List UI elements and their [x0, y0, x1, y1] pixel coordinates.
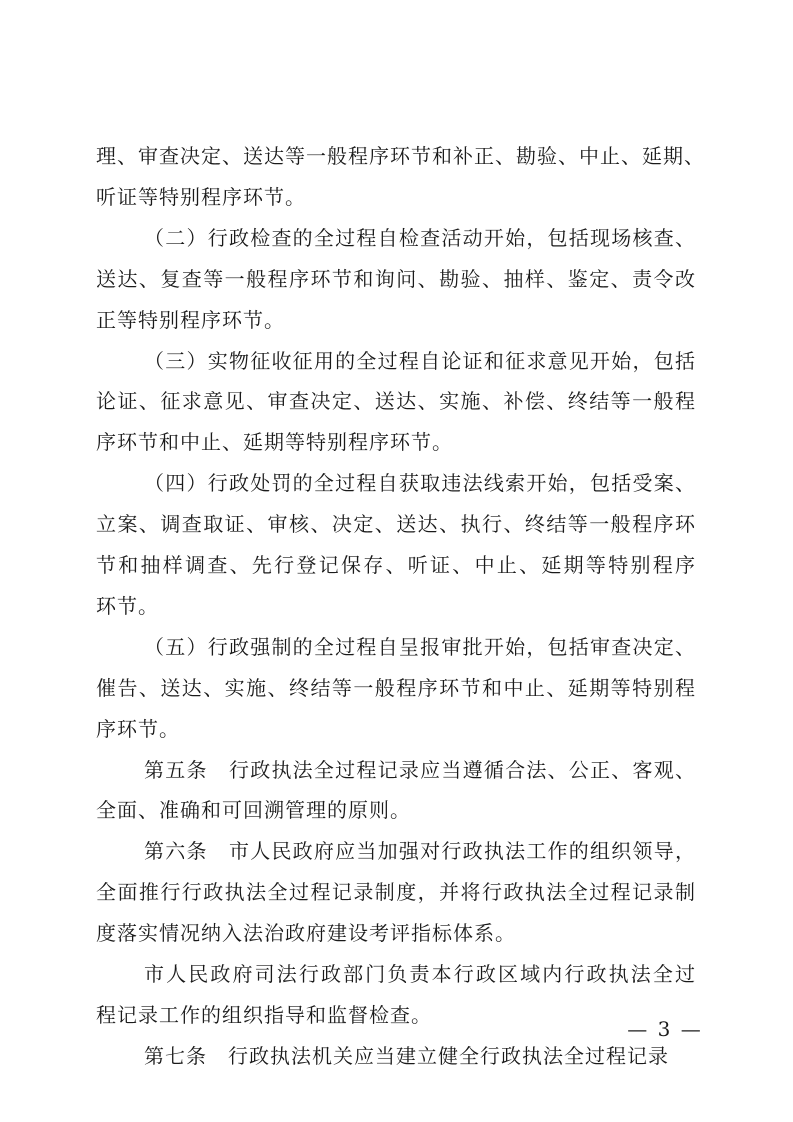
paragraph-first-line: 市人民政府司法行政部门负责本行政区域内行政执法全过 — [144, 962, 696, 986]
text-line: 程记录工作的组织指导和监督检查。 — [96, 1003, 432, 1027]
text-line: 正等特别程序环节。 — [96, 308, 285, 332]
text-line: 节和抽样调查、先行登记保存、听证、中止、延期等特别程序 — [96, 553, 696, 577]
text-line: 催告、送达、实施、终结等一般程序环节和中止、延期等特别程 — [96, 676, 696, 700]
paragraph-first-line: 第六条 市人民政府应当加强对行政执法工作的组织领导， — [144, 839, 696, 863]
text-line: 理、审查决定、送达等一般程序环节和补正、勘验、中止、延期、 — [96, 144, 705, 168]
paragraph-first-line: （四）行政处罚的全过程自获取违法线索开始，包括受案、 — [144, 471, 696, 495]
text-line: 立案、调查取证、审核、决定、送达、执行、终结等一般程序环 — [96, 512, 696, 536]
text-line: 序环节。 — [96, 717, 180, 741]
text-line: 度落实情况纳入法治政府建设考评指标体系。 — [96, 921, 516, 945]
paragraph-first-line: 第七条 行政执法机关应当建立健全行政执法全过程记录 — [144, 1044, 669, 1068]
text-line: 听证等特别程序环节。 — [96, 185, 306, 209]
text-line: 论证、征求意见、审查决定、送达、实施、补偿、终结等一般程 — [96, 389, 696, 413]
paragraph-first-line: （三）实物征收征用的全过程自论证和征求意见开始，包括 — [144, 349, 696, 373]
text-line: 全面推行行政执法全过程记录制度，并将行政执法全过程记录制 — [96, 880, 696, 904]
paragraph-first-line: （五）行政强制的全过程自呈报审批开始，包括审查决定、 — [144, 635, 696, 659]
paragraph-first-line: 第五条 行政执法全过程记录应当遵循合法、公正、客观、 — [144, 758, 696, 782]
text-line: 环节。 — [96, 594, 159, 618]
text-line: 全面、准确和可回溯管理的原则。 — [96, 798, 411, 822]
page-number: — 3 — — [627, 1017, 703, 1041]
text-line: 送达、复查等一般程序环节和询问、勘验、抽样、鉴定、责令改 — [96, 267, 696, 291]
paragraph-first-line: （二）行政检查的全过程自检查活动开始，包括现场核查、 — [144, 226, 696, 250]
text-line: 序环节和中止、延期等特别程序环节。 — [96, 430, 453, 454]
